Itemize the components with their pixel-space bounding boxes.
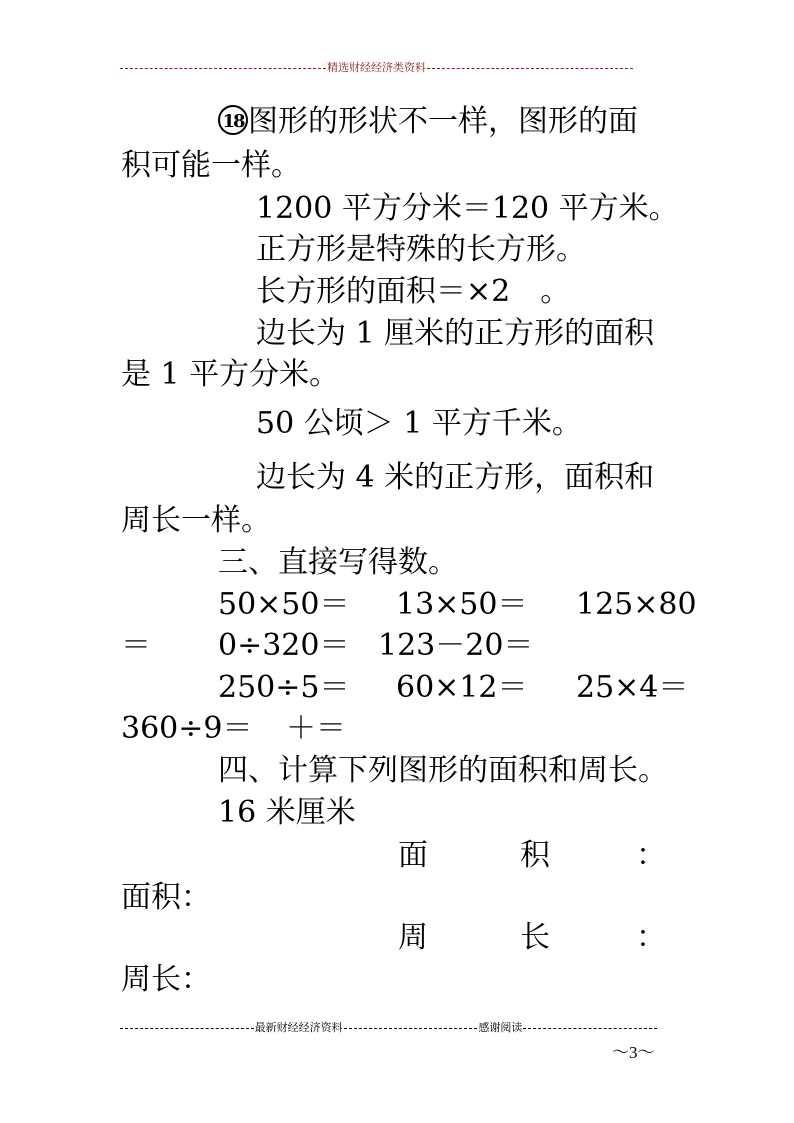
line-4: 正方形是特殊的长方形。	[256, 232, 586, 267]
calc-d1: 360÷9＝	[121, 711, 253, 746]
page-number: ～3～	[612, 1043, 655, 1062]
calc-a3: 125×80	[576, 587, 697, 622]
calc-d2: ＋＝	[286, 711, 346, 746]
footer-rule-2	[344, 1028, 478, 1029]
calc-c3: 25×4＝	[576, 670, 689, 705]
line-10: 周长一样。	[121, 503, 271, 538]
line-8: 50 公顷＞ 1 平方千米。	[256, 406, 582, 441]
calc-b2: 0÷320＝	[218, 628, 350, 663]
perimeter-char-1: 周	[398, 920, 428, 955]
footer-left-text: 最新财经经济资料	[254, 1021, 343, 1034]
area-char-2: 积	[520, 838, 550, 873]
line-7: 是 1 平方分米。	[121, 357, 340, 392]
header-rule-right	[427, 68, 633, 69]
footer-rule-1	[120, 1028, 254, 1029]
line-1	[218, 104, 638, 140]
calc-b3: 123－20＝	[378, 628, 534, 663]
footer-rule-3	[523, 1028, 657, 1029]
header-rule-left	[120, 68, 326, 69]
line-3: 1200 平方分米＝120 平方米。	[256, 191, 679, 226]
footer-right-text: 感谢阅读	[478, 1021, 523, 1034]
dimensions-line: 16 米厘米	[218, 795, 356, 830]
area-char-1: 面	[398, 838, 428, 873]
area-label: 面积：	[121, 880, 211, 915]
line-9: 边长为 4 米的正方形，面积和	[256, 460, 655, 495]
page-header	[120, 60, 633, 74]
perimeter-label: 周长：	[121, 962, 211, 997]
page-footer	[120, 1020, 657, 1034]
perimeter-colon: ：	[636, 920, 666, 955]
perimeter-char-2: 长	[520, 920, 550, 955]
item-number-badge: 18	[218, 105, 248, 135]
line-2: 积可能一样。	[121, 148, 301, 183]
calc-a1: 50×50＝	[218, 587, 350, 622]
line-1-text: 图形的形状不一样，图形的面	[248, 104, 638, 139]
calc-a2: 13×50＝	[396, 587, 528, 622]
line-5: 长方形的面积＝×2 。	[256, 274, 571, 309]
header-text: 精选财经经济类资料	[327, 61, 426, 74]
calc-c2: 60×12＝	[396, 670, 528, 705]
line-6: 边长为 1 厘米的正方形的面积	[256, 316, 655, 351]
calc-c1: 250÷5＝	[218, 670, 350, 705]
section-4-title: 四、计算下列图形的面积和周长。	[218, 753, 668, 788]
area-colon: ：	[636, 838, 666, 873]
section-3-title: 三、直接写得数。	[218, 545, 458, 580]
calc-b1: ＝	[121, 628, 151, 663]
